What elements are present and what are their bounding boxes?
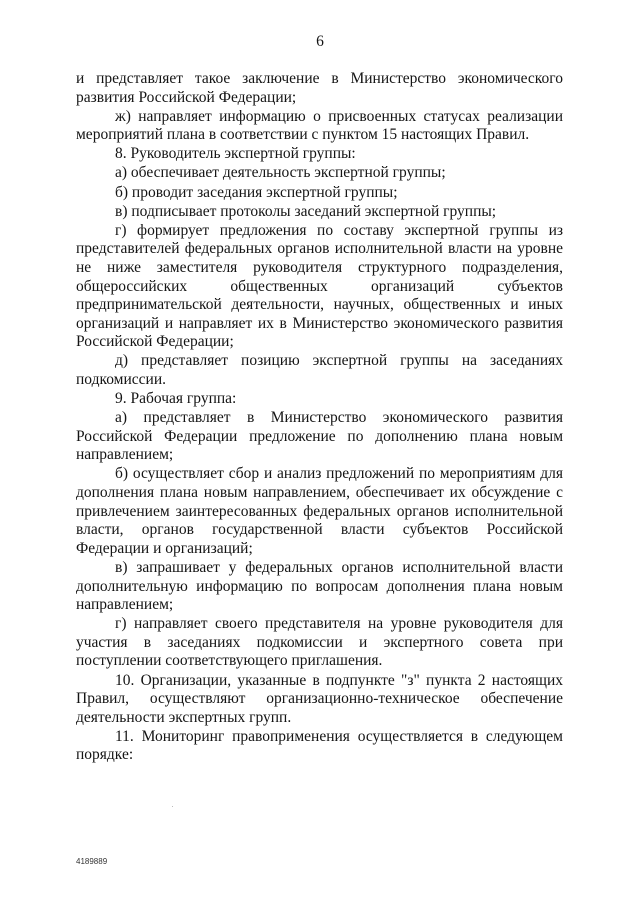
paragraph-8b: б) проводит заседания экспертной группы; (115, 183, 398, 201)
paragraph-8v: в) подписывает протоколы заседаний экспертной группы; (115, 202, 497, 220)
document-body (76, 70, 563, 765)
paragraph-8g: г) формирует предложения по составу экспертной группы из представителей федеральных органов исполнительной власти на уровне не ниже заместителя руководителя структурного подразделения, общероссийских общественных организаций субъектов предпринимательской деятельности, научных, общественных и иных организаций и направляет их в Министерство экономического развития Российской Федерации; (76, 221, 563, 351)
document-id: 4189889 (76, 857, 108, 866)
paragraph-item-zh: ж) направляет информацию о присвоенных статусах реализации мероприятий плана в соответствии с пунктом 15 настоящих Правил. (76, 107, 563, 144)
paragraph-continuation: и представляет такое заключение в Министерство экономического развития Российской Федерации; (76, 70, 563, 106)
section-10: 10. Организации, указанные в подпункте "з" пункта 2 настоящих Правил, осуществляют организационно-техническое обеспечение деятельности экспертных групп. (76, 671, 563, 726)
paragraph-8a: а) обеспечивает деятельность экспертной группы; (115, 164, 446, 182)
section-11: 11. Мониторинг правоприменения осуществляется в следующем порядке: (76, 727, 563, 764)
scan-speck (172, 806, 173, 807)
section-8-heading: 8. Руководитель экспертной группы: (115, 145, 356, 163)
section-9-heading: 9. Рабочая группа: (115, 390, 237, 408)
paragraph-9v: в) запрашивает у федеральных органов исполнительной власти дополнительную информацию по вопросам дополнения плана новым направлением; (76, 558, 563, 614)
paragraph-9g: г) направляет своего представителя на уровне руководителя для участия в заседаниях подкомиссии и экспертного совета при поступлении соответствующего приглашения. (76, 615, 563, 670)
page-number: 6 (316, 33, 324, 50)
paragraph-9b: б) осуществляет сбор и анализ предложений по мероприятиям для дополнения плана новым направлением, обеспечивает их обсуждение с привлечением заинтересованных федеральных органов исполнительной власти, органов государственной власти субъектов Российской Федерации и организаций; (76, 465, 563, 557)
paragraph-8d: д) представляет позицию экспертной группы на заседаниях подкомиссии. (76, 352, 563, 388)
paragraph-9a: а) представляет в Министерство экономического развития Российской Федерации предложение по дополнению плана новым направлением; (76, 409, 563, 464)
